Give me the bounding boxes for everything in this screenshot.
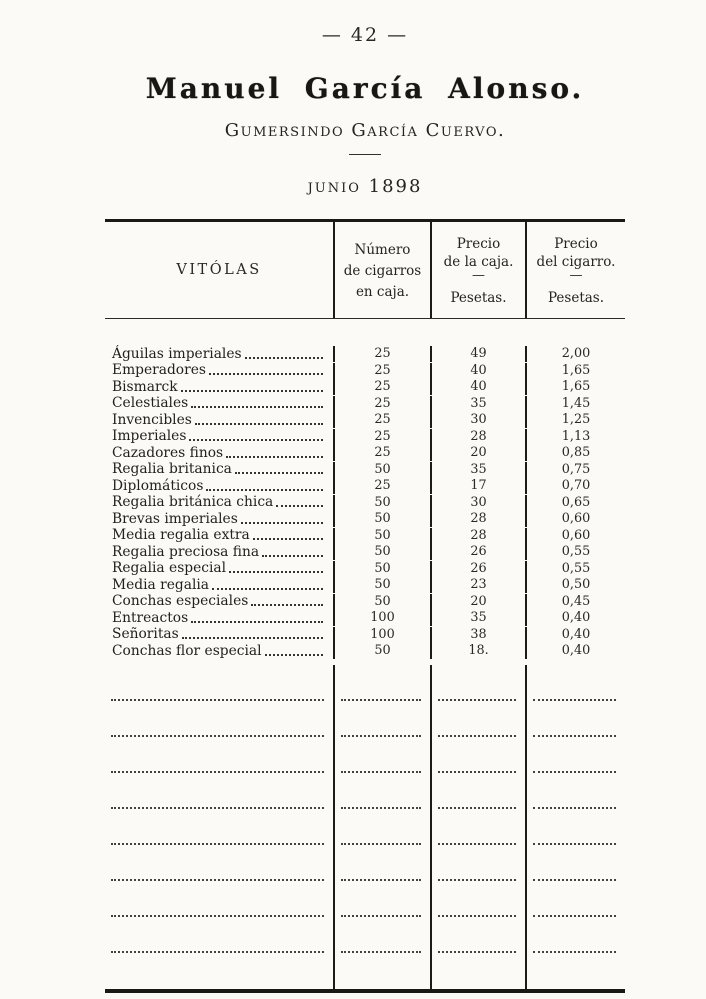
dot-leader: [262, 555, 323, 557]
num-cigarros-cell: 25: [333, 379, 430, 395]
precio-cigarro-cell: 0,55: [525, 544, 625, 560]
vitola-name: Media regalia: [112, 576, 210, 593]
vitola-name: Regalia especial: [112, 560, 227, 577]
precio-cigarro-cell: 0,50: [525, 577, 625, 593]
table-row: [105, 429, 625, 446]
dot-leader: [206, 489, 323, 491]
vitola-name-cell: [105, 611, 333, 626]
num-cigarros-cell: 50: [333, 594, 430, 610]
num-cigarros-cell: 50: [333, 511, 430, 527]
table-row: [105, 346, 625, 363]
dot-leader: [181, 390, 323, 392]
vitola-name-cell: [105, 363, 333, 378]
blank-cell: [430, 665, 525, 701]
blank-cell: [430, 953, 525, 989]
vitola-name-cell: [105, 495, 333, 510]
table-row: [105, 478, 625, 495]
table-row: [105, 363, 625, 380]
precio-cigarro-cell: 0,60: [525, 511, 625, 527]
dot-leader: [212, 588, 323, 590]
vitola-name-cell: [105, 413, 333, 428]
blank-cell: [525, 809, 625, 845]
precio-caja-cell: 38: [430, 627, 525, 643]
num-cigarros-cell: 25: [333, 396, 430, 412]
vitola-name: Águilas imperiales: [112, 345, 242, 362]
precio-caja-cell: 40: [430, 363, 525, 379]
blank-cell: [333, 773, 430, 809]
precio-cigarro-cell: 0,40: [525, 627, 625, 643]
vitola-name-cell: [105, 446, 333, 461]
table-row: [105, 594, 625, 611]
page-subtitle: Gumersindo García Cuervo.: [224, 120, 506, 141]
precio-cigarro-cell: 2,00: [525, 346, 625, 362]
vitola-name: Conchas flor especial: [112, 642, 262, 659]
num-cigarros-cell: 50: [333, 462, 430, 478]
dot-leader: [235, 472, 323, 474]
dot-leader: [191, 621, 323, 623]
title-divider: [349, 154, 381, 155]
table-row: [105, 627, 625, 644]
vitola-name-cell: [105, 512, 333, 527]
blank-cell: [105, 845, 333, 881]
precio-caja-cell: 26: [430, 544, 525, 560]
vitola-name-cell: [105, 594, 333, 609]
blank-cell: [333, 953, 430, 989]
dot-leader: [209, 373, 323, 375]
price-table: [105, 219, 625, 993]
num-cigarros-cell: 50: [333, 528, 430, 544]
header-line: Pesetas.: [547, 290, 605, 306]
blank-cell: [105, 953, 333, 989]
blank-cell: [525, 881, 625, 917]
num-cigarros-cell: 25: [333, 445, 430, 461]
header-vitolas: VITÓLAS: [176, 262, 262, 278]
vitola-name: Imperiales: [112, 428, 187, 445]
precio-cigarro-cell: 1,25: [525, 412, 625, 428]
header-line: en caja.: [355, 283, 410, 300]
page-header: [105, 0, 625, 197]
num-cigarros-cell: 50: [333, 643, 430, 659]
blank-cell: [105, 701, 333, 737]
precio-cigarro-cell: 1,65: [525, 363, 625, 379]
header-precio-caja: [430, 222, 525, 318]
page-title: Manuel García Alonso.: [145, 72, 585, 105]
table-row: [105, 412, 625, 429]
precio-caja-cell: 28: [430, 528, 525, 544]
blank-cell: [105, 881, 333, 917]
header-line: del cigarro.: [536, 254, 616, 270]
precio-caja-cell: 23: [430, 577, 525, 593]
vitola-name: Entreactos: [112, 609, 189, 626]
blank-cell: [105, 773, 333, 809]
blank-cell: [333, 845, 430, 881]
blank-cell: [525, 953, 625, 989]
blank-cell: [430, 917, 525, 953]
table-row: [105, 495, 625, 512]
precio-caja-cell: 35: [430, 610, 525, 626]
table-row: [105, 462, 625, 479]
dot-leader: [229, 571, 323, 573]
blank-cell: [525, 845, 625, 881]
table-row: [105, 511, 625, 528]
blank-row-bottom-filler: [105, 953, 625, 989]
precio-caja-cell: 20: [430, 445, 525, 461]
table-header-row: [105, 222, 625, 319]
num-cigarros-cell: 25: [333, 346, 430, 362]
blank-row: [105, 881, 625, 917]
precio-caja-cell: 17: [430, 478, 525, 494]
precio-cigarro-cell: 0,60: [525, 528, 625, 544]
vitola-name: Celestiales: [112, 395, 189, 412]
dot-leader: [226, 456, 323, 458]
blank-cell: [333, 665, 430, 701]
table-row: [105, 577, 625, 594]
precio-caja-cell: 35: [430, 462, 525, 478]
precio-caja-cell: 35: [430, 396, 525, 412]
table-row: [105, 445, 625, 462]
precio-cigarro-cell: 0,65: [525, 495, 625, 511]
blank-row: [105, 845, 625, 881]
blank-row: [105, 773, 625, 809]
num-cigarros-cell: 50: [333, 577, 430, 593]
vitola-name-cell: [105, 561, 333, 576]
num-cigarros-cell: 25: [333, 412, 430, 428]
vitola-name: Regalia britanica: [112, 461, 232, 478]
dot-leader: [191, 406, 323, 408]
blank-row: [105, 917, 625, 953]
blank-cell: [105, 809, 333, 845]
dot-leader: [276, 505, 323, 507]
blank-cell: [430, 773, 525, 809]
blank-cell: [333, 701, 430, 737]
num-cigarros-cell: 25: [333, 478, 430, 494]
precio-cigarro-cell: 0,70: [525, 478, 625, 494]
precio-cigarro-cell: 0,55: [525, 561, 625, 577]
blank-cell: [430, 881, 525, 917]
blank-cell: [333, 809, 430, 845]
vitola-name-cell: [105, 578, 333, 593]
vitola-name: Regalia británica chica: [112, 494, 274, 511]
vitola-name-cell: [105, 528, 333, 543]
blank-cell: [525, 701, 625, 737]
precio-caja-cell: 40: [430, 379, 525, 395]
precio-cigarro-cell: 0,85: [525, 445, 625, 461]
dot-leader: [241, 522, 323, 524]
vitola-name: Media regalia extra: [112, 527, 250, 544]
dot-leader: [245, 357, 323, 359]
precio-caja-cell: 30: [430, 412, 525, 428]
dot-leader: [195, 423, 323, 425]
blank-row: [105, 737, 625, 773]
vitola-name: Emperadores: [112, 362, 206, 379]
dot-leader: [182, 637, 323, 639]
vitola-name-cell: [105, 462, 333, 477]
blank-cell: [333, 881, 430, 917]
table-empty-section: [105, 665, 625, 989]
vitola-name-cell: [105, 396, 333, 411]
blank-cell: [525, 773, 625, 809]
header-line: de cigarros: [343, 262, 422, 279]
vitola-name: Conchas especiales: [112, 593, 249, 610]
blank-cell: [333, 737, 430, 773]
date-heading: junio 1898: [307, 176, 423, 197]
header-line: de la caja.: [443, 254, 514, 270]
table-row: [105, 528, 625, 545]
vitola-name-cell: [105, 545, 333, 560]
precio-cigarro-cell: 1,45: [525, 396, 625, 412]
vitola-name-cell: [105, 479, 333, 494]
header-line: Pesetas.: [450, 290, 507, 306]
precio-caja-cell: 20: [430, 594, 525, 610]
blank-cell: [525, 917, 625, 953]
precio-caja-cell: 28: [430, 511, 525, 527]
precio-caja-cell: 18.: [430, 643, 525, 659]
header-precio-cigarro: [525, 222, 625, 318]
num-cigarros-cell: 100: [333, 610, 430, 626]
blank-cell: [525, 665, 625, 701]
num-cigarros-cell: 25: [333, 429, 430, 445]
table-row: [105, 561, 625, 578]
vitola-name: Cazadores finos: [112, 444, 224, 461]
page-number: — 42 —: [321, 24, 409, 46]
blank-cell: [525, 737, 625, 773]
table-row: [105, 610, 625, 627]
num-cigarros-cell: 100: [333, 627, 430, 643]
blank-row: [105, 701, 625, 737]
vitola-name: Diplomáticos: [112, 477, 204, 494]
header-num-cigarros: [333, 222, 430, 318]
vitola-name-cell: [105, 380, 333, 395]
dot-leader: [189, 439, 323, 441]
vitola-name-cell: [105, 627, 333, 642]
header-line: Número: [354, 241, 411, 258]
dot-leader: [251, 604, 323, 606]
dot-leader: [265, 654, 323, 656]
vitola-name: Regalia preciosa fina: [112, 543, 260, 560]
vitola-name-cell: [105, 644, 333, 659]
blank-row: [105, 665, 625, 701]
header-line: Precio: [456, 236, 501, 252]
precio-caja-cell: 49: [430, 346, 525, 362]
blank-cell: [430, 701, 525, 737]
header-line: Precio: [554, 236, 598, 252]
blank-cell: [105, 665, 333, 701]
num-cigarros-cell: 25: [333, 363, 430, 379]
precio-cigarro-cell: 0,40: [525, 643, 625, 659]
table-row: [105, 379, 625, 396]
table-row: [105, 396, 625, 413]
precio-cigarro-cell: 0,45: [525, 594, 625, 610]
header-dash: —: [569, 268, 583, 283]
table-row: [105, 643, 625, 660]
blank-row: [105, 809, 625, 845]
dot-leader: [253, 538, 323, 540]
precio-cigarro-cell: 1,13: [525, 429, 625, 445]
precio-caja-cell: 30: [430, 495, 525, 511]
num-cigarros-cell: 50: [333, 561, 430, 577]
precio-caja-cell: 26: [430, 561, 525, 577]
precio-cigarro-cell: 0,40: [525, 610, 625, 626]
num-cigarros-cell: 50: [333, 544, 430, 560]
blank-cell: [430, 809, 525, 845]
num-cigarros-cell: 50: [333, 495, 430, 511]
vitola-name-cell: [105, 347, 333, 362]
blank-cell: [333, 917, 430, 953]
vitola-name: Bismarck: [112, 378, 178, 395]
blank-cell: [430, 845, 525, 881]
blank-cell: [105, 917, 333, 953]
table-body: [105, 319, 625, 665]
table-row: [105, 544, 625, 561]
vitola-name: Brevas imperiales: [112, 510, 238, 527]
blank-cell: [105, 737, 333, 773]
precio-cigarro-cell: 1,65: [525, 379, 625, 395]
vitola-name-cell: [105, 429, 333, 444]
header-dash: —: [472, 268, 485, 283]
precio-cigarro-cell: 0,75: [525, 462, 625, 478]
vitola-name: Invencibles: [112, 411, 192, 428]
precio-caja-cell: 28: [430, 429, 525, 445]
vitola-name: Señoritas: [112, 626, 179, 643]
blank-cell: [430, 737, 525, 773]
